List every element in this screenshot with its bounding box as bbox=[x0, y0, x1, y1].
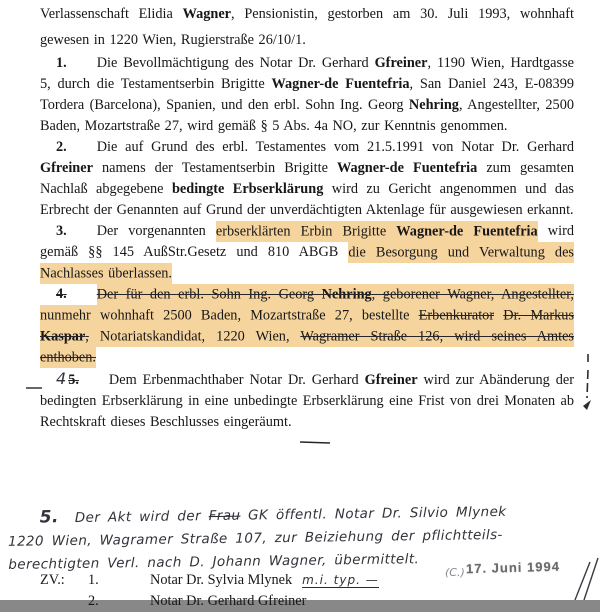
handwritten-text: berechtigten Verl. nach D. Johann Wagner, übermittelt. bbox=[8, 551, 420, 573]
text-run: , 1190 Wien, Hardtgasse 5, durch die Testamentserbin Brigitte bbox=[40, 55, 574, 92]
struck-highlighted-text: Dr. Markus bbox=[503, 305, 574, 326]
handwritten-number: 4 bbox=[56, 369, 67, 388]
highlighted-text bbox=[494, 305, 503, 326]
struck-highlighted-text: Der für den erbl. Sohn Ing. Georg bbox=[97, 284, 322, 305]
text-run: zum gesamten Nachlaß abgegebene bbox=[40, 160, 574, 197]
bold-name: Wagner bbox=[182, 6, 232, 22]
bold-name: Gfreiner bbox=[364, 372, 418, 388]
zv-line-cutoff bbox=[40, 591, 580, 612]
paragraph-1 bbox=[40, 53, 574, 137]
zv-item-number: 1. bbox=[88, 572, 99, 588]
highlighted-text: erbserklärten Erbin Brigitte bbox=[216, 221, 396, 242]
text-run: Dem Erbenmachthaber Notar Dr. Gerhard bbox=[108, 372, 365, 388]
text-run: Die auf Grund des erbl. Testamentes vom 21.5.1991 von Notar Dr. Gerhard bbox=[96, 139, 574, 155]
zv-item-name: Notar Dr. Sylvia Mlynek bbox=[150, 572, 293, 588]
handwritten-text: 1220 Wien, Wagramer Straße 107, zur Beiziehung der pflichtteils- bbox=[7, 527, 503, 550]
text-run: , Angestellter, 2500 Baden, Mozartstraße 27, wird gemäß § 5 Abs. 4a NO, zur Kenntnis genommen. bbox=[40, 97, 575, 134]
text-run: Der vorgenannten bbox=[96, 223, 216, 239]
bold-name: Wagner-de Fuentefria bbox=[271, 76, 410, 92]
struck-bold-name: Kaspar bbox=[40, 326, 85, 347]
struck-highlighted-text: Wagramer Straße 126, wird seines Amtes enthoben. bbox=[40, 326, 574, 368]
handwritten-annotation: m.i. typ. — bbox=[302, 573, 379, 587]
paragraph-number-struck: 5. bbox=[68, 372, 79, 388]
zv-item-number: 2. bbox=[88, 593, 99, 609]
paragraph-number: 1. bbox=[56, 55, 67, 71]
struck-highlighted-text: , geborener Wagner, Angestellter, bbox=[372, 284, 574, 305]
paragraph-3 bbox=[40, 221, 574, 284]
handwritten-struck-word: Frau bbox=[208, 507, 241, 525]
paragraph-number: 3. bbox=[56, 223, 67, 239]
paragraph-2 bbox=[40, 137, 574, 221]
handwritten-text: GK öffentl. Notar Dr. Silvio Mlynek bbox=[240, 503, 507, 524]
text-run: , Pensionistin, gestorben am 30. Juli 1993, wohnhaft gewesen in 1220 Wien, Rugierstraße 26/10/1. bbox=[40, 6, 574, 48]
struck-bold-name: Nehring bbox=[322, 284, 372, 305]
zv-label: ZV.: bbox=[40, 572, 65, 588]
paragraph-number-struck: 4. bbox=[56, 286, 67, 302]
bold-name: Gfreiner bbox=[40, 160, 93, 176]
text-run: Die Bevollmächtigung des Notar Dr. Gerhard bbox=[96, 55, 375, 71]
highlighted-text: nunmehr wohnhaft 2500 Baden, Mozartstraße 27, bestellte bbox=[40, 305, 419, 326]
text-run: , San Daniel 243, E-08399 Tordera (Barcelona), Spanien, und den erbl. Sohn Ing. Georg bbox=[40, 76, 574, 113]
handwritten-paragraph-number: 5. bbox=[39, 507, 59, 528]
handwritten-copy-note: (C.) bbox=[445, 566, 465, 579]
highlighted-text: die Besorgung und Verwaltung des Nachlasses überlassen. bbox=[40, 242, 574, 284]
struck-highlighted-text: , bbox=[85, 326, 89, 347]
intro-paragraph bbox=[40, 1, 574, 53]
bold-term: bedingte Erbserklärung bbox=[171, 181, 324, 197]
struck-highlighted-text: Erbenkurator bbox=[419, 305, 494, 326]
text-run: Verlassenschaft Elidia bbox=[40, 6, 183, 22]
paragraph-4 bbox=[40, 284, 574, 368]
handwritten-text: Der Akt wird der bbox=[74, 508, 209, 526]
bold-name: Wagner-de Fuentefria bbox=[336, 160, 478, 176]
bold-name: Gfreiner bbox=[374, 55, 428, 71]
text-run: wird zu Gericht angenommen und das Erbrecht der Genannten auf Grund der unverdächtigten Aktenlage für ausgewiesen erkannt. bbox=[40, 181, 574, 218]
bold-name: Nehring bbox=[408, 97, 459, 113]
zv-item-name: Notar Dr. Gerhard Gfreiner bbox=[150, 593, 307, 609]
highlighted-bold-name: Wagner-de Fuentefria bbox=[396, 221, 537, 242]
paragraph-number: 2. bbox=[56, 139, 67, 155]
highlighted-text: Notariatskandidat, 1220 Wien, bbox=[89, 326, 300, 347]
text-run: wird zur Abänderung der bedingten Erbserklärung in eine unbedingte Erbserklärung eine Frist von drei Monaten ab Rechtskraft dieses Beschlusses eingeräumt. bbox=[40, 372, 574, 430]
text-run: wird gemäß §§ 145 AußStr.Gesetz und 810 ABGB bbox=[40, 223, 574, 260]
paragraph-4a bbox=[40, 368, 574, 433]
text-run: namens der Testamentserbin Brigitte bbox=[92, 160, 337, 176]
date-stamp: 17. Juni 1994 bbox=[465, 558, 561, 577]
